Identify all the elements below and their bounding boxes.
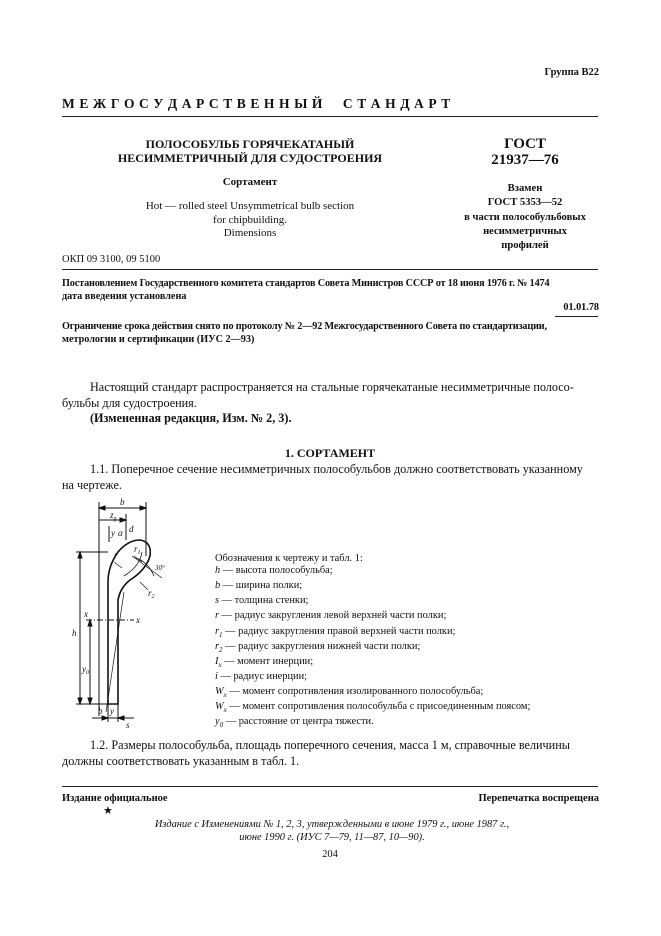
p12-line-1: 1.2. Размеры полособульба, площадь поперечного сечения, масса 1 м, справочные величины <box>90 738 570 752</box>
okp-rule <box>62 269 598 270</box>
replaces-block <box>455 182 595 253</box>
subtitle: Сортамент <box>222 176 278 188</box>
paragraph-1-1 <box>62 462 602 493</box>
label-y0: $y_0$ <box>82 664 89 676</box>
gost-code: 21937—76 <box>491 152 559 168</box>
legend-items <box>215 565 605 731</box>
legend-subscript: x <box>223 691 227 700</box>
legend-item <box>215 626 605 641</box>
gost-number <box>455 136 595 168</box>
legend-symbol: W <box>215 701 224 713</box>
label-h: h <box>72 628 77 638</box>
english-line-3: Dimensions <box>223 227 277 239</box>
legend-item <box>215 656 605 671</box>
changes-note <box>62 818 602 844</box>
title-line-2: НЕСИММЕТРИЧНЫЙ ДЛЯ СУДОСТРОЕНИЯ <box>117 150 383 165</box>
bulb-section-drawing <box>62 496 222 732</box>
legend-description: — толщина стенки; <box>219 595 309 607</box>
label-b-bottom: b <box>98 706 103 716</box>
legend-description: — радиус закругления левой верхней части полки; <box>219 610 447 622</box>
limitation-text <box>62 321 602 346</box>
label-d: d <box>129 524 134 534</box>
standard-type: М Е Ж Г О С У Д А Р С Т В Е Н Н Ы Й С Т А Н Д А Р Т <box>62 96 451 111</box>
legend-description: — расстояние от центра тяжести. <box>223 716 374 728</box>
legend-description: — ширина полки; <box>220 580 303 592</box>
title-line-1: ПОЛОСОБУЛЬБ ГОРЯЧЕКАТАНЫЙ <box>145 137 355 151</box>
replaces-line-3: несимметричных <box>483 225 567 237</box>
legend-subscript: x <box>223 706 227 715</box>
decree-date: 01.01.78 <box>563 302 599 313</box>
legend <box>215 553 605 731</box>
legend-item <box>215 595 605 610</box>
label-y-bottom: y <box>110 706 114 716</box>
p11-line-1: 1.1. Поперечное сечение несимметричных полособульбов должно соответствовать указанному <box>90 462 583 476</box>
legend-subscript: 0 <box>219 721 224 730</box>
p12-line-2: должны соответствовать указанным в табл. 1. <box>62 753 300 768</box>
legend-item <box>215 716 605 731</box>
legend-description: — радиус закругления нижней части полки; <box>222 640 421 652</box>
gost-label: ГОСТ <box>504 136 546 152</box>
legend-description: — высота полособульба; <box>220 565 333 577</box>
intro-line-2: бульбы для судостроения. <box>62 395 197 410</box>
p11-line-2: на чертеже. <box>62 477 122 492</box>
legend-description: — момент сопротивления полособульба с присоединенным поясом; <box>226 701 531 713</box>
label-s: s <box>126 720 130 730</box>
legend-subscript: x <box>218 660 222 669</box>
legend-description: — момент сопротивления изолированного полособульба; <box>226 686 484 698</box>
legend-subscript: 1 <box>219 630 223 639</box>
label-b: b <box>120 497 125 507</box>
legend-subscript: 2 <box>219 645 223 654</box>
footer-rule <box>62 786 598 787</box>
decree-line-1: Постановлением Государственного комитета стандартов Совета Министров СССР от 18 июня 1976 г. № 1474 <box>62 278 550 289</box>
edition-note: (Измененная редакция, Изм. № 2, 3). <box>90 411 292 425</box>
legend-item <box>215 671 605 686</box>
legend-item <box>215 686 605 701</box>
legend-symbol: h <box>215 565 221 577</box>
legend-item <box>215 641 605 656</box>
intro-line-1: Настоящий стандарт распространяется на стальные горячекатаные несимметричные полосо- <box>90 380 574 394</box>
english-line-1: Hot — rolled steel Unsymmetrical bulb section <box>145 200 355 212</box>
english-line-2: for chipbuilding. <box>213 213 287 226</box>
page-number: 204 <box>322 849 338 860</box>
star-icon: ★ <box>103 805 113 817</box>
legend-title: Обозначения к чертежу и табл. 1: <box>215 553 363 564</box>
label-r2: $r_2$ <box>148 588 155 600</box>
english-title <box>100 200 400 241</box>
legend-symbol: I <box>215 655 219 667</box>
legend-symbol: r <box>215 640 220 652</box>
legend-symbol: y <box>215 716 220 728</box>
label-r1: $r_1$ <box>134 544 141 556</box>
limitation-line-2: метрологии и сертификации (ИУС 2—93) <box>62 333 255 345</box>
legend-item <box>215 701 605 716</box>
label-x-right: x <box>136 615 140 625</box>
limitation-line-1: Ограничение срока действия снято по протоколу № 2—92 Межгосударственного Совета по стандартизации, <box>62 321 547 332</box>
label-y-top: y <box>111 528 115 538</box>
group-label: Группа В22 <box>544 67 599 78</box>
legend-symbol: r <box>215 610 220 622</box>
legend-symbol: W <box>215 686 224 698</box>
changes-line-1: Издание с Изменениями № 1, 2, 3, утвержденными в июне 1979 г., июне 1987 г., <box>154 819 510 830</box>
legend-description: — момент инерции; <box>221 655 314 667</box>
decree-line-2: дата введения установлена <box>62 290 187 302</box>
legend-symbol: s <box>215 595 220 607</box>
label-r: r <box>114 550 118 560</box>
label-x-left: x <box>84 609 88 619</box>
okp-code: ОКП 09 3100, 09 5100 <box>62 254 161 265</box>
section-heading: 1. СОРТАМЕНТ <box>284 446 376 460</box>
replaces-line-4: профилей <box>501 240 549 252</box>
legend-item <box>215 610 605 625</box>
legend-item <box>215 580 605 595</box>
legend-item <box>215 565 605 580</box>
official-edition: Издание официальное <box>62 793 168 804</box>
legend-symbol: r <box>215 625 220 637</box>
legend-description: — радиус инерции; <box>217 670 308 682</box>
legend-symbol: b <box>215 580 221 592</box>
replaces-label: Взамен <box>507 183 543 194</box>
legend-description: — радиус закругления правой верхней части полки; <box>222 625 456 637</box>
label-zg: $z_g$ <box>110 510 117 522</box>
decree-text <box>62 278 602 303</box>
legend-symbol: i <box>215 670 218 682</box>
header-rule <box>62 116 598 117</box>
page-title <box>100 138 400 165</box>
label-angle: 30° <box>155 564 165 572</box>
replaces-line-1: ГОСТ 5353—52 <box>487 197 563 209</box>
date-underline <box>555 316 598 317</box>
replaces-line-2: в части полособульбовых <box>464 211 586 223</box>
changes-line-2: июне 1990 г. (ИУС 7—79, 11—87, 10—90). <box>239 832 425 843</box>
label-alpha: α <box>118 528 123 538</box>
reprint-notice: Перепечатка воспрещена <box>478 793 599 804</box>
paragraph-1-2 <box>62 738 602 769</box>
intro-paragraph <box>62 380 602 427</box>
